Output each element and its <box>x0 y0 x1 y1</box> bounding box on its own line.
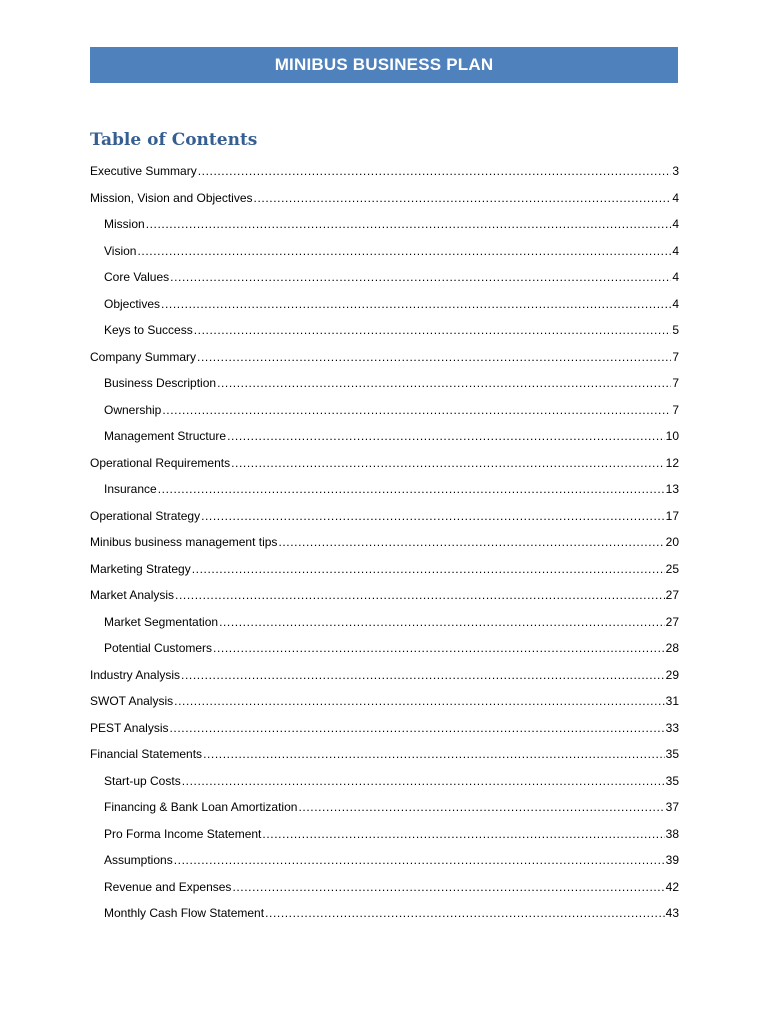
toc-entry-page-number: 37 <box>665 800 679 814</box>
toc-entry[interactable] <box>90 694 679 721</box>
toc-entry-page-number: 7 <box>672 402 679 417</box>
toc-dot-leader <box>203 747 665 761</box>
toc-entry[interactable] <box>90 297 679 324</box>
toc-entry[interactable] <box>90 588 679 615</box>
toc-dot-leader <box>169 721 664 735</box>
table-of-contents <box>90 164 679 933</box>
toc-dot-leader <box>231 456 665 470</box>
toc-entry-page-number: 4 <box>672 270 679 284</box>
toc-dot-leader <box>158 482 665 496</box>
toc-entry-title: Objectives <box>104 296 161 311</box>
toc-entry-title: Executive Summary <box>90 164 197 178</box>
toc-entry[interactable] <box>90 641 679 668</box>
toc-entry-page-number: 25 <box>665 561 679 576</box>
toc-entry-page-number: 4 <box>672 217 679 231</box>
toc-entry[interactable] <box>90 668 679 695</box>
toc-entry-page-number: 20 <box>665 535 679 549</box>
toc-dot-leader <box>137 244 671 258</box>
toc-dot-leader <box>146 217 672 231</box>
toc-entry-title: Market Segmentation <box>104 614 219 629</box>
toc-entry[interactable] <box>90 456 679 483</box>
toc-entry-page-number: 4 <box>672 296 679 311</box>
toc-entry-title: Start-up Costs <box>104 773 181 788</box>
toc-entry-page-number: 17 <box>665 508 679 523</box>
toc-entry[interactable] <box>90 880 679 907</box>
toc-entry-title: Assumptions <box>104 853 173 867</box>
toc-entry-page-number: 43 <box>665 906 679 920</box>
toc-entry-title: Keys to Success <box>104 323 193 337</box>
toc-entry-page-number: 7 <box>672 376 679 390</box>
toc-entry[interactable] <box>90 323 679 350</box>
toc-dot-leader <box>278 535 664 549</box>
toc-dot-leader <box>201 509 665 523</box>
toc-entry-title: Minibus business management tips <box>90 535 278 549</box>
toc-entry-title: Market Analysis <box>90 588 175 602</box>
toc-dot-leader <box>174 853 665 867</box>
toc-entry[interactable] <box>90 827 679 854</box>
toc-dot-leader <box>198 164 672 178</box>
toc-heading: Table of Contents <box>90 130 258 150</box>
toc-entry-title: Company Summary <box>90 349 197 364</box>
toc-entry[interactable] <box>90 376 679 403</box>
toc-entry-page-number: 38 <box>665 826 679 841</box>
toc-entry-title: Pro Forma Income Statement <box>104 826 262 841</box>
toc-entry-page-number: 3 <box>672 164 679 178</box>
toc-entry[interactable] <box>90 535 679 562</box>
toc-entry-page-number: 4 <box>672 190 679 205</box>
toc-dot-leader <box>192 562 665 576</box>
toc-dot-leader <box>254 191 672 205</box>
toc-entry-title: Insurance <box>104 482 157 496</box>
toc-entry[interactable] <box>90 509 679 536</box>
toc-entry-page-number: 4 <box>672 243 679 258</box>
toc-entry[interactable] <box>90 270 679 297</box>
toc-entry[interactable] <box>90 774 679 801</box>
toc-entry[interactable] <box>90 562 679 589</box>
toc-entry-page-number: 7 <box>672 349 679 364</box>
toc-entry-title: Mission <box>104 217 145 231</box>
toc-dot-leader <box>197 350 671 364</box>
toc-dot-leader <box>217 376 671 390</box>
toc-entry-page-number: 27 <box>665 614 679 629</box>
toc-entry[interactable] <box>90 164 679 191</box>
toc-entry-title: Marketing Strategy <box>90 561 191 576</box>
toc-entry[interactable] <box>90 853 679 880</box>
toc-entry[interactable] <box>90 350 679 377</box>
toc-dot-leader <box>161 297 671 311</box>
toc-dot-leader <box>162 403 671 417</box>
toc-entry-title: Ownership <box>104 402 162 417</box>
title-banner <box>90 47 678 83</box>
toc-entry-page-number: 39 <box>665 853 679 867</box>
toc-entry-title: Financial Statements <box>90 747 203 761</box>
toc-entry-page-number: 35 <box>665 773 679 788</box>
toc-entry-title: Vision <box>104 243 137 258</box>
toc-dot-leader <box>181 668 665 682</box>
toc-dot-leader <box>213 641 665 655</box>
toc-entry[interactable] <box>90 403 679 430</box>
toc-entry-page-number: 28 <box>665 641 679 655</box>
toc-entry[interactable] <box>90 615 679 642</box>
toc-entry-title: Operational Strategy <box>90 508 201 523</box>
toc-entry[interactable] <box>90 800 679 827</box>
toc-dot-leader <box>227 429 665 443</box>
toc-entry-page-number: 29 <box>665 667 679 682</box>
toc-entry-page-number: 33 <box>665 720 679 735</box>
toc-entry[interactable] <box>90 217 679 244</box>
toc-entry-title: SWOT Analysis <box>90 694 174 708</box>
toc-entry-title: Industry Analysis <box>90 667 181 682</box>
toc-dot-leader <box>170 270 671 284</box>
toc-dot-leader <box>298 800 664 814</box>
toc-entry-title: Operational Requirements <box>90 455 231 470</box>
toc-entry[interactable] <box>90 721 679 748</box>
toc-entry-title: Potential Customers <box>104 641 213 655</box>
toc-entry[interactable] <box>90 906 679 933</box>
toc-entry-page-number: 5 <box>672 323 679 337</box>
toc-entry[interactable] <box>90 482 679 509</box>
toc-dot-leader <box>232 880 664 894</box>
toc-dot-leader <box>265 906 665 920</box>
toc-entry[interactable] <box>90 191 679 218</box>
toc-entry-title: PEST Analysis <box>90 720 169 735</box>
toc-entry-title: Revenue and Expenses <box>104 879 232 894</box>
toc-entry-title: Financing & Bank Loan Amortization <box>104 800 298 814</box>
toc-dot-leader <box>194 323 672 337</box>
toc-entry-page-number: 27 <box>665 588 679 602</box>
toc-entry[interactable] <box>90 747 679 774</box>
toc-entry-page-number: 42 <box>665 879 679 894</box>
document-title: MINIBUS BUSINESS PLAN <box>274 55 494 74</box>
toc-dot-leader <box>182 774 665 788</box>
toc-entry-page-number: 35 <box>665 747 679 761</box>
toc-dot-leader <box>219 615 665 629</box>
toc-entry-title: Core Values <box>104 270 170 284</box>
toc-dot-leader <box>175 588 665 602</box>
toc-entry-title: Management Structure <box>104 429 227 443</box>
toc-entry-page-number: 12 <box>665 455 679 470</box>
toc-dot-leader <box>262 827 664 841</box>
toc-entry[interactable] <box>90 244 679 271</box>
toc-entry-page-number: 31 <box>665 694 679 708</box>
toc-entry-page-number: 13 <box>665 482 679 496</box>
toc-entry-title: Business Description <box>104 376 217 390</box>
toc-entry-title: Mission, Vision and Objectives <box>90 190 253 205</box>
toc-entry-page-number: 10 <box>665 429 679 443</box>
toc-dot-leader <box>174 694 665 708</box>
toc-entry[interactable] <box>90 429 679 456</box>
toc-entry-title: Monthly Cash Flow Statement <box>104 906 265 920</box>
